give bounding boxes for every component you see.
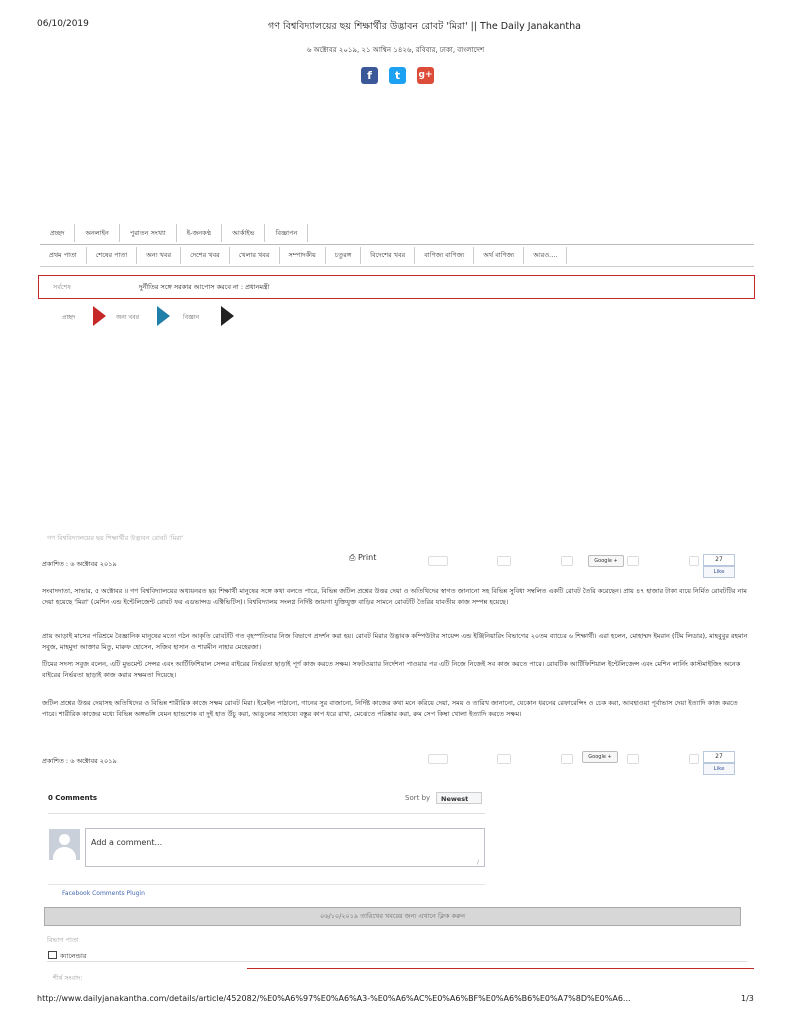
google-plus-button[interactable]: Google + — [582, 751, 618, 763]
divider — [48, 884, 485, 885]
share-button[interactable] — [561, 754, 573, 764]
print-button[interactable] — [349, 553, 376, 563]
fb-like-button[interactable]: Like — [703, 763, 735, 775]
primary-nav — [40, 224, 754, 245]
share-button[interactable] — [627, 754, 639, 764]
ticker-headline[interactable]: দুর্নীতির সঙ্গে সরকার আপোস করবে না : প্রধানমন্ত্রী — [139, 283, 270, 291]
ticker-label: সর্বশেষ — [53, 283, 71, 291]
breadcrumb-arrow-icon — [221, 306, 234, 326]
article-title: গণ বিশ্ববিদ্যালয়ের ছয় শিক্ষার্থীর উদ্ভাবন রোবট 'মিরা' — [47, 534, 184, 542]
google-plus-button[interactable]: Google + — [588, 555, 624, 567]
nav-home[interactable]: প্রচ্ছদ — [40, 224, 75, 242]
breadcrumb-other-news[interactable]: অন্য খবর — [116, 314, 140, 321]
section-heading: বিভাগ পাতা — [47, 936, 79, 944]
share-button[interactable] — [428, 754, 448, 764]
facebook-comments-plugin-link[interactable]: Facebook Comments Plugin — [62, 890, 145, 897]
avatar — [49, 829, 80, 860]
share-button[interactable] — [497, 556, 511, 566]
top-news-heading: শীর্ষ সংবাদ: — [53, 974, 83, 982]
facebook-icon[interactable]: f — [361, 67, 378, 84]
nav-international[interactable]: বিদেশের খবর — [361, 247, 415, 264]
twitter-icon[interactable]: t — [389, 67, 406, 84]
comment-input[interactable] — [85, 828, 485, 867]
divider — [48, 813, 485, 814]
calendar-icon — [48, 951, 57, 959]
article-paragraph: টিমের সদস্য সবুজ বলেন, এটি মুভমেন্ট সেন্সর এবং আর্টিফিশিয়াল সেন্সর বাইরের নির্ভরতা ছাড়াই পূর্ণ কাজ করতে সক্ষম। সফটওয়্যার নির্দেশনা পাওয়ার পর এটি নিজে নিজেই সব কাজ করতে পারে। রোবটিক আর্টিফিশিয়াল ইন্টেলিজেন্স এবং মেশিন লার্নিং কাস্টমাইজিং অনেক বাইরের নির্ভরতা ছাড়াই কাজ করার সক্ষমতা দিয়েছে। — [42, 660, 741, 679]
page-url: http://www.dailyjanakantha.com/details/article/452082/%E0%A6%97%E0%A6%A3-%E0%A6%AC%E0%A6%BF%E0%A6%B6%E0%A7%8D%E0%A6... — [37, 994, 631, 1003]
comment-count: 0 Comments — [48, 794, 98, 802]
nav-finance[interactable]: অর্থ বাণিজ্য — [474, 247, 524, 264]
page-number: 1/3 — [741, 994, 754, 1003]
section-nav — [40, 247, 754, 267]
article-paragraph: প্রায় আড়াই মাসের পরিশ্রমে বৈজ্ঞানিক মানুষের মতো গঠন আকৃতি রোবটটি গত বৃহস্পতিবার নিজ বিভাগে প্রদর্শন করা হয়। রোবট মিরার উদ্ভাবক কম্পিউটার সায়েন্স এন্ড ইঞ্জিনিয়ারিং বিভাগের ২০তম ব্যাচের ৬ শিক্ষার্থী। এরা হলেন, মোহাম্মদ ইমরান (টিম লিডার), মাহবুবুর রহমান সবুজ, মাহমুদা আক্তার মিতু, মারুফ হোসেন, সজিব হাসান ও শারমীন নাহার মেহেরজা। — [42, 632, 748, 651]
nav-editorial[interactable]: সম্পাদকীয় — [280, 247, 326, 264]
calendar-link[interactable]: ক্যালেন্ডার — [60, 952, 87, 960]
article-paragraph: সংবাদদাতা, সাভার, ৫ অক্টোবর ॥ গণ বিশ্ববিদ্যালয়ের অধ্যয়নরত ছয় শিক্ষার্থী মানুষের সঙ্গে কথা বলতে পারে, বিভিন্ন জটিল প্রশ্নের উত্তর দেয়া ও অতিথিদের স্বাগত জানানো সহ বিভিন্ন সুবিধা সম্বলিত একটি রোবট তৈরি করেছেন। প্রায় ৪৭ হাজার টাকা ব্যয়ে নির্মিত রোবটটির নাম দেয়া হয়েছে 'মিরা' (মেশিন এন্ড ইন্টেলিজেন্ট রোবট ফর এডভান্সড এক্টিভিটিস)। বিশ্ববিদ্যালয় সংলগ্ন নির্দিষ্ট জায়গা যুক্তিযুক্ত বাড়ির সামনে রোবটটি তৈরির যাবতীয় কাজ সম্পন্ন হয়েছে। — [42, 587, 747, 606]
resize-handle-icon: ∕ — [477, 859, 480, 866]
nav-sports[interactable]: খেলার খবর — [230, 247, 280, 264]
breadcrumb-arrow-icon — [157, 306, 170, 326]
sort-select[interactable]: Newest — [436, 792, 482, 804]
print-icon: ⎙ — [349, 553, 356, 562]
share-button[interactable] — [561, 556, 573, 566]
date-line: ৬ অক্টোবর ২০১৯, ২১ আশ্বিন ১৪২৬, রবিবার, ঢাকা, বাংলাদেশ — [306, 46, 485, 54]
nav-e-paper[interactable]: ই-জনকণ্ঠ — [177, 224, 222, 242]
nav-advertisement[interactable]: বিজ্ঞাপন — [265, 224, 308, 242]
article-paragraph: জটিল প্রশ্নের উত্তর দেয়াসহ অতিথিদের ও বিভিন্ন শারীরিক কাজে সক্ষম রোবট মিরা। ইমেইল পাঠানো, গানের সুর বাজানো, নির্দিষ্ট কাজের কথা মনে করিয়ে দেয়া, সময় ও তারিখ জানানো, যেকোন ধরনের রেফারেন্সিং ও চেক করা, আবহাওয়া পূর্বাভাস দেয়া ইত্যাদি কাজ করতে পারে। শারীরিক কাজের মধ্যে বিভিন্ন অঙ্গভঙ্গি যেমন হ্যান্ডশেক বা দুই হাত উঁচু করা, আঙুলের সাহায্যে বস্তুর কাপ ধরে রাখা, মেঝেতে পরিষ্কার করা, রুম সেপ কিম্বা খোলা ইত্যাদি করতে সক্ষম। — [42, 699, 738, 718]
divider — [247, 968, 754, 969]
print-label: Print — [357, 553, 377, 562]
published-date: প্রকাশিত : ৬ অক্টোবর ২০১৯ — [42, 560, 117, 568]
nav-archive[interactable]: আর্কাইভ — [222, 224, 265, 242]
nav-other-news[interactable]: অন্য খবর — [137, 247, 181, 264]
fb-like-button[interactable]: Like — [703, 566, 735, 578]
nav-last-page[interactable]: শেষের পাতা — [87, 247, 137, 264]
nav-more[interactable]: আরও.... — [524, 247, 567, 264]
nav-old-issues[interactable]: পুরাতন সংখ্যা — [120, 224, 177, 242]
sort-label: Sort by — [405, 794, 431, 802]
archive-link-bar[interactable]: ০৬/১০/২০১৯ তারিখের খবরের জন্য এখানে ক্লিক করুন — [44, 907, 741, 926]
print-date: 06/10/2019 — [37, 19, 89, 29]
share-button[interactable] — [689, 754, 699, 764]
share-button[interactable] — [627, 556, 639, 566]
share-button[interactable] — [428, 556, 448, 566]
nav-business[interactable]: বাণিজ্য বাণিজ্য — [415, 247, 474, 264]
comment-placeholder: Add a comment... — [91, 838, 163, 847]
nav-online[interactable]: অনলাইন — [75, 224, 120, 242]
nav-first-page[interactable]: প্রথম পাতা — [40, 247, 87, 264]
latest-news-ticker — [38, 275, 755, 299]
google-plus-icon[interactable]: g+ — [417, 67, 434, 84]
share-button[interactable] — [689, 556, 699, 566]
page-title: গণ বিশ্ববিদ্যালয়ের ছয় শিক্ষার্থীর উদ্ভাবন রোবট 'মিরা' || The Daily Janakantha — [268, 21, 581, 32]
nav-country-news[interactable]: দেশের খবর — [181, 247, 230, 264]
published-date-bottom: প্রকাশিত : ৬ অক্টোবর ২০১৯ — [42, 757, 117, 765]
like-count: 27 — [703, 554, 735, 566]
breadcrumb-arrow-icon — [93, 306, 106, 326]
breadcrumb-home[interactable]: প্রচ্ছদ — [62, 314, 76, 321]
divider — [47, 961, 747, 962]
breadcrumb-science[interactable]: বিজ্ঞান — [183, 314, 200, 321]
nav-chaturanga[interactable]: চতুরঙ্গ — [326, 247, 361, 264]
like-count: 27 — [703, 751, 735, 763]
share-button[interactable] — [497, 754, 511, 764]
